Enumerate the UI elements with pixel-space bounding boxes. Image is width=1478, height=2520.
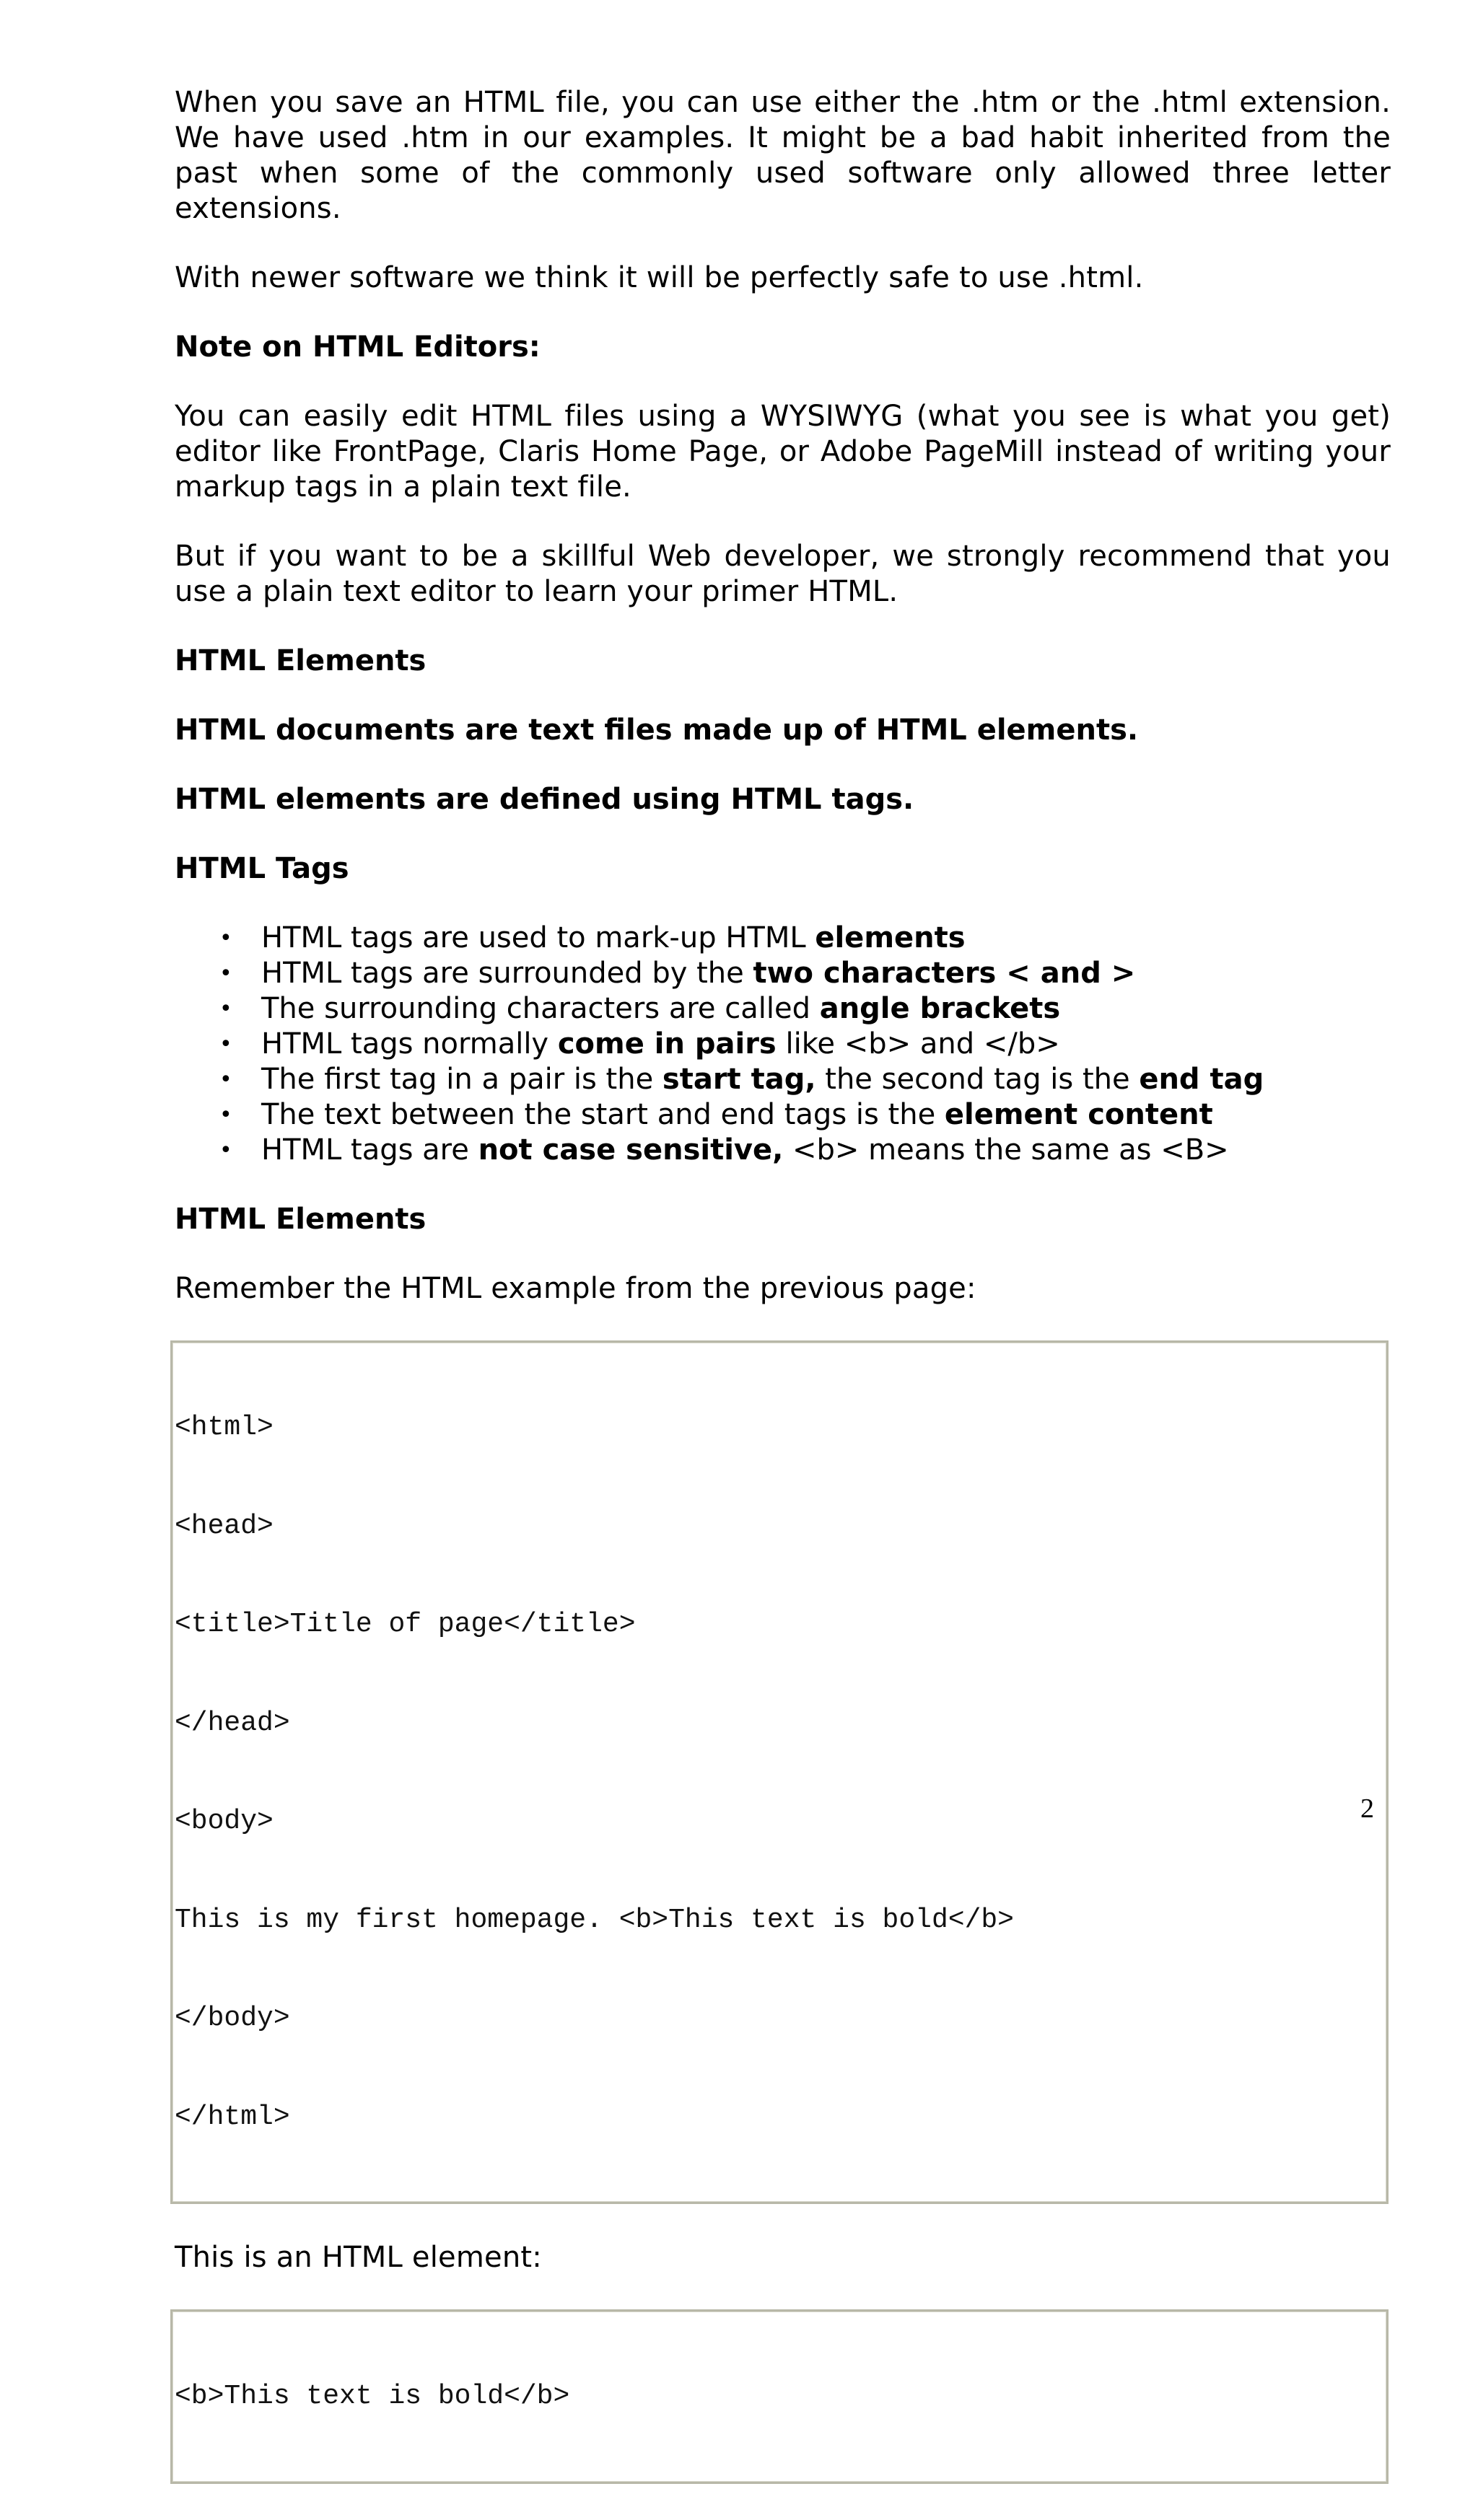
heading-note-on-editors: Note on HTML Editors: — [175, 330, 541, 364]
paragraph-wysiwyg-editors: You can easily edit HTML files using a WYSIWYG (what you see is what you get) editor like FrontPage, Claris Home Page, or Adobe PageMill instead of writing your markup tags in a plain text file. — [175, 400, 1391, 504]
paragraph-remember-example: Remember the HTML example from the previous page: — [175, 1272, 976, 1305]
bullet-bold-text: start tag, — [662, 1063, 816, 1096]
list-item — [175, 956, 1391, 991]
bullet-text: The first tag in a pair is the — [261, 1063, 663, 1096]
bullet-text: HTML tags normally — [261, 1027, 558, 1061]
bold-statement-documents: HTML documents are text files made up of HTML elements. — [175, 714, 1139, 747]
bullet-bold-text: not case sensitive, — [478, 1133, 784, 1167]
bullet-icon: • — [219, 1032, 232, 1057]
heading-html-elements-2: HTML Elements — [175, 1203, 427, 1236]
list-item — [175, 1133, 1391, 1168]
bullet-icon: • — [219, 961, 232, 986]
heading-html-tags: HTML Tags — [175, 852, 349, 885]
bullet-icon: • — [219, 1067, 232, 1092]
paragraph-html-element-intro: This is an HTML element: — [175, 2241, 542, 2274]
bullet-icon: • — [219, 996, 232, 1022]
list-item — [175, 1027, 1391, 1062]
code-line: </body> — [175, 2003, 290, 2034]
bullet-text: HTML tags are — [261, 1133, 478, 1167]
bullet-bold-text: end tag — [1139, 1063, 1264, 1096]
code-line: <title>Title of page</title> — [175, 1609, 636, 1640]
code-line: </head> — [175, 1707, 290, 1739]
bold-statement-elements-defined: HTML elements are defined using HTML tags. — [175, 783, 914, 816]
document-page — [175, 85, 1391, 2520]
bullet-bold-text: two characters < and > — [753, 957, 1136, 990]
bullet-text: HTML tags are used to mark-up HTML — [261, 921, 815, 954]
bullet-text: HTML tags are surrounded by the — [261, 957, 753, 990]
code-example-box — [170, 1340, 1389, 2204]
page-number: 2 — [1360, 1794, 1374, 1824]
list-item — [175, 1097, 1391, 1133]
bullet-icon: • — [219, 926, 232, 951]
bullet-bold-text: elements — [815, 921, 966, 954]
bullet-text: like <b> and </b> — [776, 1027, 1060, 1061]
bullet-text: the second tag is the — [815, 1063, 1140, 1096]
bullet-text: <b> means the same as <B> — [783, 1133, 1229, 1167]
code-line: This is my first homepage. <b>This text is bold</b> — [175, 1904, 1014, 1936]
code-line: <b>This text is bold</b> — [175, 2381, 570, 2412]
bullet-text: The surrounding characters are called — [261, 992, 820, 1025]
code-line: </html> — [175, 2101, 290, 2133]
bullet-bold-text: come in pairs — [557, 1027, 777, 1061]
code-element-box — [170, 2309, 1389, 2484]
list-item — [175, 991, 1391, 1027]
paragraph-newer-software: With newer software we think it will be perfectly safe to use .html. — [175, 261, 1144, 294]
bullet-bold-text: element content — [944, 1098, 1213, 1131]
list-item — [175, 1062, 1391, 1097]
paragraph-plain-text-editor: But if you want to be a skillful Web developer, we strongly recommend that you use a plain text editor to learn your primer HTML. — [175, 540, 1391, 608]
bullet-bold-text: angle brackets — [819, 992, 1061, 1025]
list-item — [175, 921, 1391, 956]
html-tags-bullet-list — [175, 921, 1391, 1168]
code-line: <head> — [175, 1510, 274, 1542]
bullet-icon: • — [219, 1102, 232, 1128]
heading-html-elements: HTML Elements — [175, 644, 427, 677]
paragraph-html-extension: When you save an HTML file, you can use either the .htm or the .html extension. We have used .htm in our examples. It might be a bad habit inherited from the past when some of the commonly used software only allowed three letter extensions. — [175, 86, 1391, 225]
code-line: <html> — [175, 1412, 274, 1443]
bullet-icon: • — [219, 1138, 232, 1163]
bullet-text: The text between the start and end tags is the — [261, 1098, 945, 1131]
code-line: <body> — [175, 1806, 274, 1837]
